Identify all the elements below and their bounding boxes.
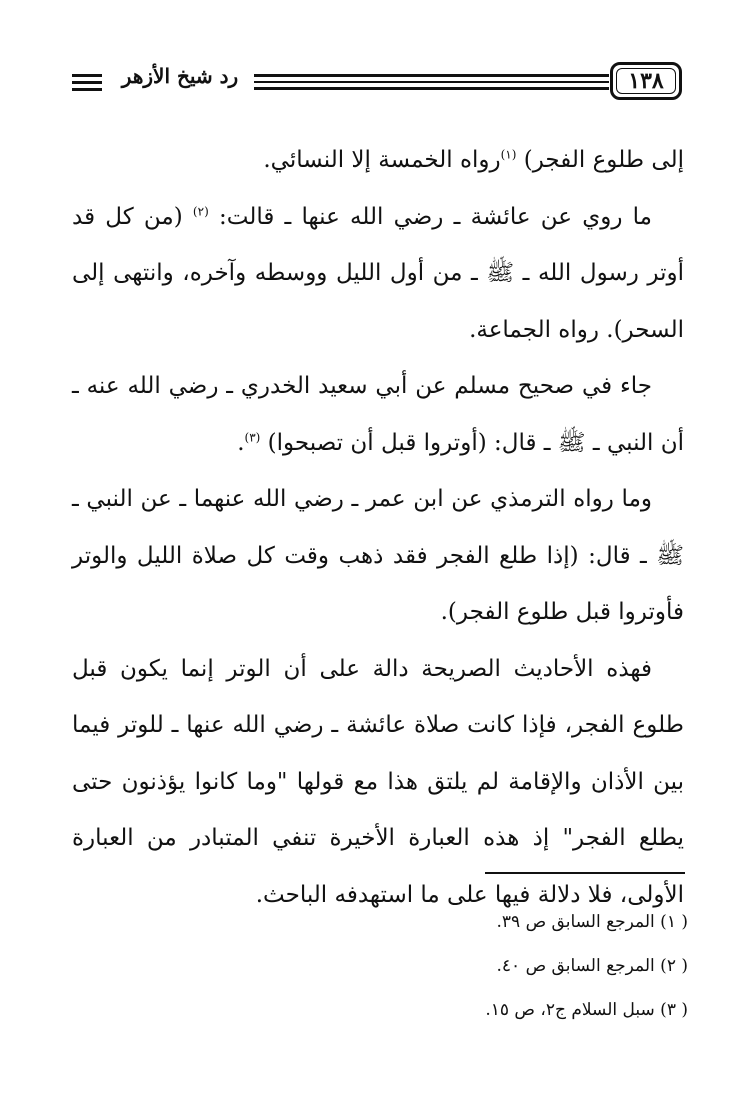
page-number: ١٣٨ <box>610 62 682 100</box>
footnote-separator <box>485 872 685 874</box>
header-rule-right <box>254 74 609 94</box>
running-title: رد شيخ الأزهر <box>121 64 239 88</box>
paragraph: ما روي عن عائشة ـ رضي الله عنها ـ قالت: $^{(٢)}$ (من كل قد أوتر رسول الله ـ ﷺ ـ من أول الليل ووسطه وآخره، وانتهى إلى السحر). رواه الجماعة. <box>72 203 684 343</box>
paragraph: فهذه الأحاديث الصريحة دالة على أن الوتر إنما يكون قبل طلوع الفجر، فإذا كانت صلاة عائشة ـ رضي الله عنها ـ للوتر فيما بين الأذان والإقامة لم يلتق هذا مع قولها "وما كانوا يؤذنون حتى يطلع الفجر" إذ هذه العبارة الأخيرة تنفي المتبادر من العبارة الأولى، فلا دلالة فيها على ما استهدفه الباحث. <box>72 655 684 908</box>
footnotes <box>188 900 688 1032</box>
footnote-ref[interactable]: (١) <box>500 147 517 162</box>
footnote-ref[interactable]: (٣) <box>244 429 261 444</box>
header-rule-left <box>72 74 102 95</box>
footnote: ( ١) المرجع السابق ص ٣٩. <box>496 912 688 932</box>
paragraph: وما رواه الترمذي عن ابن عمر ـ رضي الله عنهما ـ عن النبي ـ ﷺ ـ قال: (إذا طلع الفجر فقد ذهب وقت كل صلاة الليل والوتر فأوتروا قبل طلوع الفجر). <box>72 486 684 625</box>
body-text <box>72 132 684 923</box>
footnote-ref[interactable]: (٢) <box>192 203 209 218</box>
paragraph: جاء في صحيح مسلم عن أبي سعيد الخدري ـ رضي الله عنه ـ أن النبي ـ ﷺ ـ قال: (أوتروا قبل أن تصبحوا) $^{(٣)}$. <box>72 373 684 456</box>
footnote: ( ٣) سبل السلام ج٢، ص ١٥. <box>485 1000 688 1020</box>
paragraph: إلى طلوع الفجر) $^{(١)}$رواه الخمسة إلا النسائي. <box>263 147 684 173</box>
page-header <box>62 62 682 106</box>
footnote: ( ٢) المرجع السابق ص ٤٠. <box>496 956 688 976</box>
